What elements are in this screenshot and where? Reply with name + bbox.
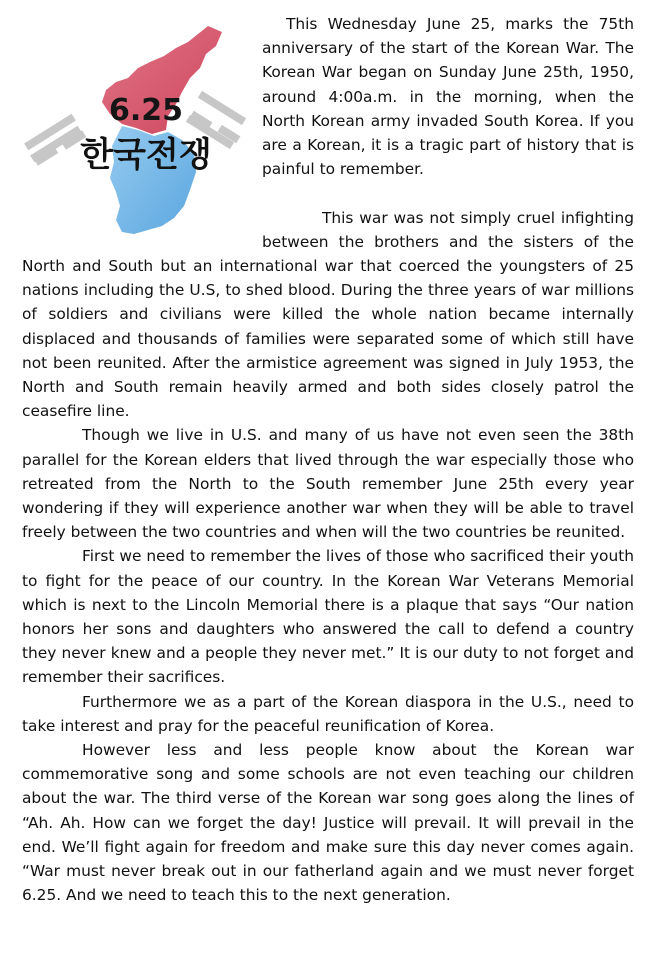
paragraph-1: This Wednesday June 25, marks the 75th anniversary of the start of the Korean War. The Korean War began on Sunday June 25th, 1950, around 4:00a.m. in the morning, when the North Korean army invaded South Korea. If you are a Korean, it is a tragic part of history that is painful to remember. [262, 15, 634, 179]
article [22, 12, 634, 908]
date-label: 6.25 [108, 93, 184, 128]
korean-war-title: 한국전쟁 [80, 135, 212, 175]
trigram-left-icon [24, 114, 86, 166]
korea-map-illustration [18, 12, 258, 244]
paragraph-2: This war was not simply cruel infighting between the brothers and the sisters of the North and South but an international war that coerced the youngsters of 25 nations including the U.S, to shed blood. During the three years of war millions of soldiers and civilians were killed the whole nation became internally displaced and thousands of families were separated some of which still have not been reunited. After the armistice agreement was signed in July 1953, the North and South remain heavily armed and both sides closely patrol the ceasefire line. [22, 208, 634, 421]
paragraph-4: First we need to remember the lives of those who sacrificed their youth to fight for the peace of our country. In the Korean War Veterans Memorial which is next to the Lincoln Memorial there is a plaque that says “Our nation honors her sons and daughters who answered the call to defend a country they never knew and a people they never met.” It is our duty to not forget and remember their sacrifices. [22, 547, 634, 687]
paragraph-5: Furthermore we as a part of the Korean diaspora in the U.S., need to take interest and pray for the peaceful reunification of Korea. [22, 692, 634, 735]
paragraph-3: Though we live in U.S. and many of us have not even seen the 38th parallel for the Korean elders that lived through the war especially those who retreated from the North to the South remember June 25th every year wondering if they will experience another war when they will be able to travel freely between the two countries and when will the two countries be reunited. [22, 426, 634, 542]
korean-war-emblem [18, 12, 258, 244]
paragraph-6: However less and less people know about the Korean war commemorative song and some schools are not even teaching our children about the war. The third verse of the Korean war song goes along the lines of “Ah. Ah. How can we forget the day! Justice will prevail. It will prevail in the end. We’ll fight again for freedom and make sure this day never comes again. “War must never break out in our fatherland again and we must never forget 6.25. And we need to teach this to the next generation. [22, 741, 634, 905]
